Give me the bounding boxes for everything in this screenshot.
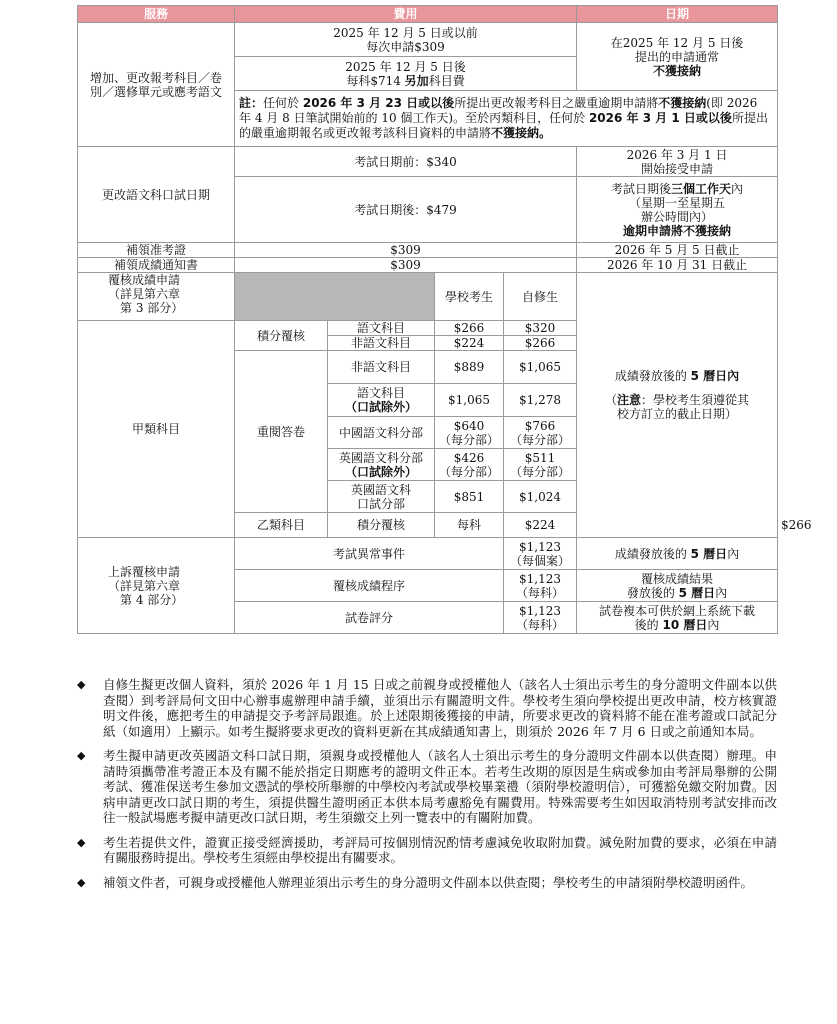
oral-date2-line2: （星期一至星期五: [629, 195, 726, 210]
cat-b-label: 乙類科目: [235, 513, 328, 538]
oral-service: 更改語文科口試日期: [78, 147, 235, 243]
table-row: [78, 147, 778, 177]
admission-date: 2026 年 5 月 5 日截止: [577, 243, 778, 258]
oral-date2-l1c: 內: [731, 181, 744, 196]
table-row: [78, 273, 778, 321]
oral-date2-line4: 逾期申請將不獲接納: [623, 223, 732, 238]
table-row: [78, 258, 778, 273]
appeal-service-line2: （詳見第六章: [108, 578, 181, 593]
appeal-date-c: 內: [727, 546, 740, 561]
appeal-date: [577, 602, 778, 634]
cat-a-label: 甲類科目: [78, 321, 235, 538]
appeal-service-line1: 上訴覆核申請: [108, 564, 181, 579]
header-service: 服務: [78, 6, 235, 23]
appeal-date-a: 後的: [634, 617, 663, 632]
note-part: 不獲接納: [658, 96, 707, 110]
recheck-date-line1: [580, 369, 774, 383]
list-item: [77, 677, 777, 739]
results-notice-fee: $309: [235, 258, 577, 273]
note-part: 不獲接納: [491, 126, 540, 140]
recount-label: 積分覆核: [235, 321, 328, 351]
note-part: 。: [539, 126, 552, 140]
appeal-date-a: 成績發放後的: [614, 546, 691, 561]
recheck-date-l2b: 注意: [617, 393, 642, 407]
diamond-bullet-icon: ◆: [77, 835, 86, 849]
appeal-label: 考試異常事件: [235, 538, 504, 570]
amend-fee-before-line2: 每次申請$309: [366, 39, 445, 54]
appeal-label: 試卷評分: [235, 602, 504, 634]
recheck-service-line2: （詳見第六章: [108, 287, 181, 301]
row-label: [328, 384, 435, 417]
row-label: [328, 449, 435, 481]
appeal-date: [577, 570, 778, 602]
table-row: 乙類科目 積分覆核 每科 $224 $266: [78, 513, 778, 538]
oral-fee-after: 考試日期後：$479: [235, 177, 577, 243]
col-private: 自修生: [504, 273, 577, 321]
row-label-line2: （口試除外）: [344, 464, 417, 479]
appeal-fee-line2: （每個案）: [510, 553, 571, 568]
fee-private: $1,024: [504, 481, 577, 513]
appeal-service-line3: 第 4 部分）: [120, 592, 184, 607]
recheck-date-l1a: 成績發放後的: [614, 369, 691, 383]
recheck-date-l2a: （: [604, 393, 617, 407]
fee-private: $266: [504, 336, 577, 351]
appeal-fee: [504, 602, 577, 634]
list-item: [77, 835, 777, 866]
oral-date1-line1: 2026 年 3 月 1 日: [626, 147, 728, 162]
appeal-fee-line1: $1,123: [519, 571, 561, 586]
note-part: (即 2026 年 4 月 8 日筆試開始前的 10 個工作天)。至於丙類科目，任何於: [239, 96, 758, 125]
fee-school: $889: [435, 351, 504, 384]
fee-school: $224: [435, 336, 504, 351]
row-label: 語文科目: [328, 321, 435, 336]
table-row: [78, 23, 778, 57]
list-item: [77, 875, 777, 891]
fee-line2: （每分部）: [510, 464, 571, 479]
amend-date-line3: 不獲接納: [653, 63, 702, 78]
bullet-text: 考生若提供文件，證實正接受經濟援助，考評局可按個別情況酌情考慮減免收取附加費。減免附加費的要求，必須在申請有關服務時提出。學校考生須經由學校提出有關要求。: [103, 834, 777, 865]
fee-line1: $511: [524, 450, 556, 465]
oral-date2: [577, 177, 778, 243]
fee-line1: $640: [453, 418, 485, 433]
row-label: 非語文科目: [328, 351, 435, 384]
oral-date2-line1: [580, 182, 774, 196]
table-row: [78, 538, 778, 570]
appeal-fee: [504, 538, 577, 570]
recheck-date: [577, 273, 778, 538]
bullet-text: 考生擬申請更改英國語文科口試日期，須親身或授權他人（該名人士須出示考生的身分證明文件副本以供查閱）辦理。申請時須攜帶准考證正本及有關不能於指定日期應考的證明文件正本。若考生改期的原因是生病或參加由考評局舉辦的公開考試、獲准保送考生參加文憑試的學校所舉辦的中學校內考試或學校畢業禮（須附學校證明信），可獲豁免繳交附加費。因病申請更改口試日期的考生，須提供醫生證明函正本供本局考慮豁免有關費用。特殊需要考生如因取消特別考試安排而改往一般試場應考擬申請更改口試日期，考生須繳交上列一覽表中的有關附加費。: [103, 748, 777, 825]
results-notice-service: 補領成績通知書: [78, 258, 235, 273]
note-part: 2026 年 3 月 1 日或以後: [588, 111, 732, 125]
fee-school: [435, 449, 504, 481]
appeal-fee-line2: （每科）: [516, 585, 565, 600]
amend-fee-after-l2a: 每科$714: [346, 73, 405, 88]
oral-date1-line2: 開始接受申請: [641, 161, 714, 176]
header-fee: 費用: [235, 6, 577, 23]
oral-date1: [577, 147, 778, 177]
fee-school: $266: [435, 321, 504, 336]
row-label-line2: （口試除外）: [344, 400, 417, 414]
recheck-date-l2c: ：學校考生須遵從其: [641, 393, 750, 407]
recheck-service-line3: 第 3 部分）: [120, 301, 184, 315]
fee-school: [435, 417, 504, 449]
bullet-text: 補領文件者，可親身或授權他人辦理並須出示考生的身分證明文件副本以供查閱；學校考生的申請須附學校證明函件。: [103, 874, 754, 890]
amend-fee-before: [235, 23, 577, 57]
recheck-service: [78, 273, 235, 321]
amend-note: [235, 91, 778, 147]
amend-date-line1: 在2025 年 12 月 5 日後: [610, 35, 744, 50]
note-part: 2026 年 3 月 23 日或以後: [302, 96, 455, 110]
recheck-date-line3: 校方訂立的截止日期）: [617, 407, 738, 421]
note-part: 所提出的嚴重逾期報名或更改報考該科目資料的申請將: [239, 111, 768, 140]
appeal-fee-line2: （每科）: [516, 617, 565, 632]
appeal-date-a: 發放後的: [626, 585, 679, 600]
diamond-bullet-icon: ◆: [77, 749, 86, 762]
oral-fee-before: 考試日期前：$340: [235, 147, 577, 177]
results-notice-date: 2026 年 10 月 31 日截止: [577, 258, 778, 273]
appeal-fee: [504, 570, 577, 602]
cat-b-type: 積分覆核: [328, 513, 435, 538]
appeal-service: [78, 538, 235, 634]
note-part: 任何於: [263, 96, 303, 110]
appeal-date-bottom: [580, 618, 774, 632]
header-date: 日期: [577, 6, 778, 23]
appeal-date: [577, 538, 778, 570]
fee-school: $224: [504, 513, 577, 538]
recheck-date-line2: [580, 393, 774, 407]
row-label: 中國語文科分部: [328, 417, 435, 449]
col-school: 學校考生: [435, 273, 504, 321]
row-label-line1: 英國語文科分部: [338, 450, 423, 465]
recheck-service-line1: 覆核成績申請: [108, 273, 181, 287]
fee-line2: （每分部）: [438, 464, 499, 479]
amend-fee-after-l2b: 另加: [404, 73, 429, 88]
admission-service: 補領准考證: [78, 243, 235, 258]
fee-line1: $426: [453, 450, 485, 465]
appeal-date-b: 10 曆日: [662, 617, 708, 632]
list-item: [77, 748, 777, 826]
recheck-date-l1b: 5 曆日內: [690, 369, 740, 383]
row-label: [328, 481, 435, 513]
fee-private: $1,278: [504, 384, 577, 417]
fee-school: $1,065: [435, 384, 504, 417]
fee-school: $851: [435, 481, 504, 513]
notes-list: [77, 677, 777, 899]
note-part: 註：: [239, 96, 264, 110]
appeal-date-top: 覆核成績結果: [641, 571, 714, 586]
amend-fee-before-line1: 2025 年 12 月 5 日或以前: [333, 25, 478, 40]
row-label-line1: 語文科目: [356, 386, 405, 400]
amend-fee-after-line1: 2025 年 12 月 5 日後: [345, 59, 466, 74]
amend-fee-after-l2c: 科目費: [428, 73, 465, 88]
appeal-date-bottom: [580, 586, 774, 600]
oral-date2-l1b: 三個工作天: [671, 181, 732, 196]
appeal-label: 覆核成績程序: [235, 570, 504, 602]
fee-line2: （每分部）: [510, 432, 571, 447]
amend-date: [577, 23, 778, 91]
row-label-line1: 英國語文科: [350, 482, 411, 497]
appeal-date-c: 內: [715, 585, 728, 600]
cat-b-sub: 每科: [435, 513, 504, 538]
fee-private: [504, 449, 577, 481]
grey-cell: [235, 273, 435, 321]
appeal-date-b: 5 曆日: [690, 546, 728, 561]
diamond-bullet-icon: ◆: [77, 678, 86, 691]
oral-date2-line3: 辦公時間內）: [641, 209, 714, 224]
appeal-date-b: 5 曆日: [678, 585, 716, 600]
fee-line2: （每分部）: [438, 432, 499, 447]
fee-private: [504, 417, 577, 449]
amend-fee-after: [235, 57, 577, 91]
fee-private: $320: [504, 321, 577, 336]
appeal-fee-line1: $1,123: [519, 539, 561, 554]
amend-fee-after-line2: [238, 74, 573, 88]
fees-table: [77, 5, 812, 634]
note-part: 所提出更改報考科目之嚴重逾期申請將: [454, 96, 659, 110]
amend-date-line2: 提出的申請通常: [635, 49, 720, 64]
fee-private: $1,065: [504, 351, 577, 384]
row-label-line2: 口試分部: [356, 496, 405, 511]
fee-line1: $766: [524, 418, 556, 433]
table-row: [78, 243, 778, 258]
oral-date2-l1a: 考試日期後: [610, 181, 671, 196]
appeal-date-c: 內: [707, 617, 720, 632]
table-header-row: [78, 6, 778, 23]
remark-label: 重閱答卷: [235, 351, 328, 513]
appeal-date-top: 試卷複本可供於網上系統下載: [599, 603, 756, 618]
diamond-bullet-icon: ◆: [77, 875, 86, 889]
row-label: 非語文科目: [328, 336, 435, 351]
appeal-fee-line1: $1,123: [519, 603, 561, 618]
admission-fee: $309: [235, 243, 577, 258]
bullet-text: 自修生擬更改個人資料，須於 2026 年 1 月 15 日或之前親身或授權他人（該名人士須出示考生的身分證明文件副本以供查閱）到考評局何文田中心辦事處辦理申請手續，並須出示有關證明文件。學校考生須向學校提出更改申請，校方核實證明文件後，應把考生的申請提交予考評局跟進。於上述限期後獲接的申請，所要求更改的資料將不能在准考證或口試記分紙（如適用）上顯示。如考生擬將要求更改的資料更新在其成績通知書上，則須於 2026 年 7 月 6 日或之前通知本局。: [103, 677, 777, 739]
amend-service: 增加、更改報考科目／卷別／選修單元或應考語文: [78, 23, 235, 147]
